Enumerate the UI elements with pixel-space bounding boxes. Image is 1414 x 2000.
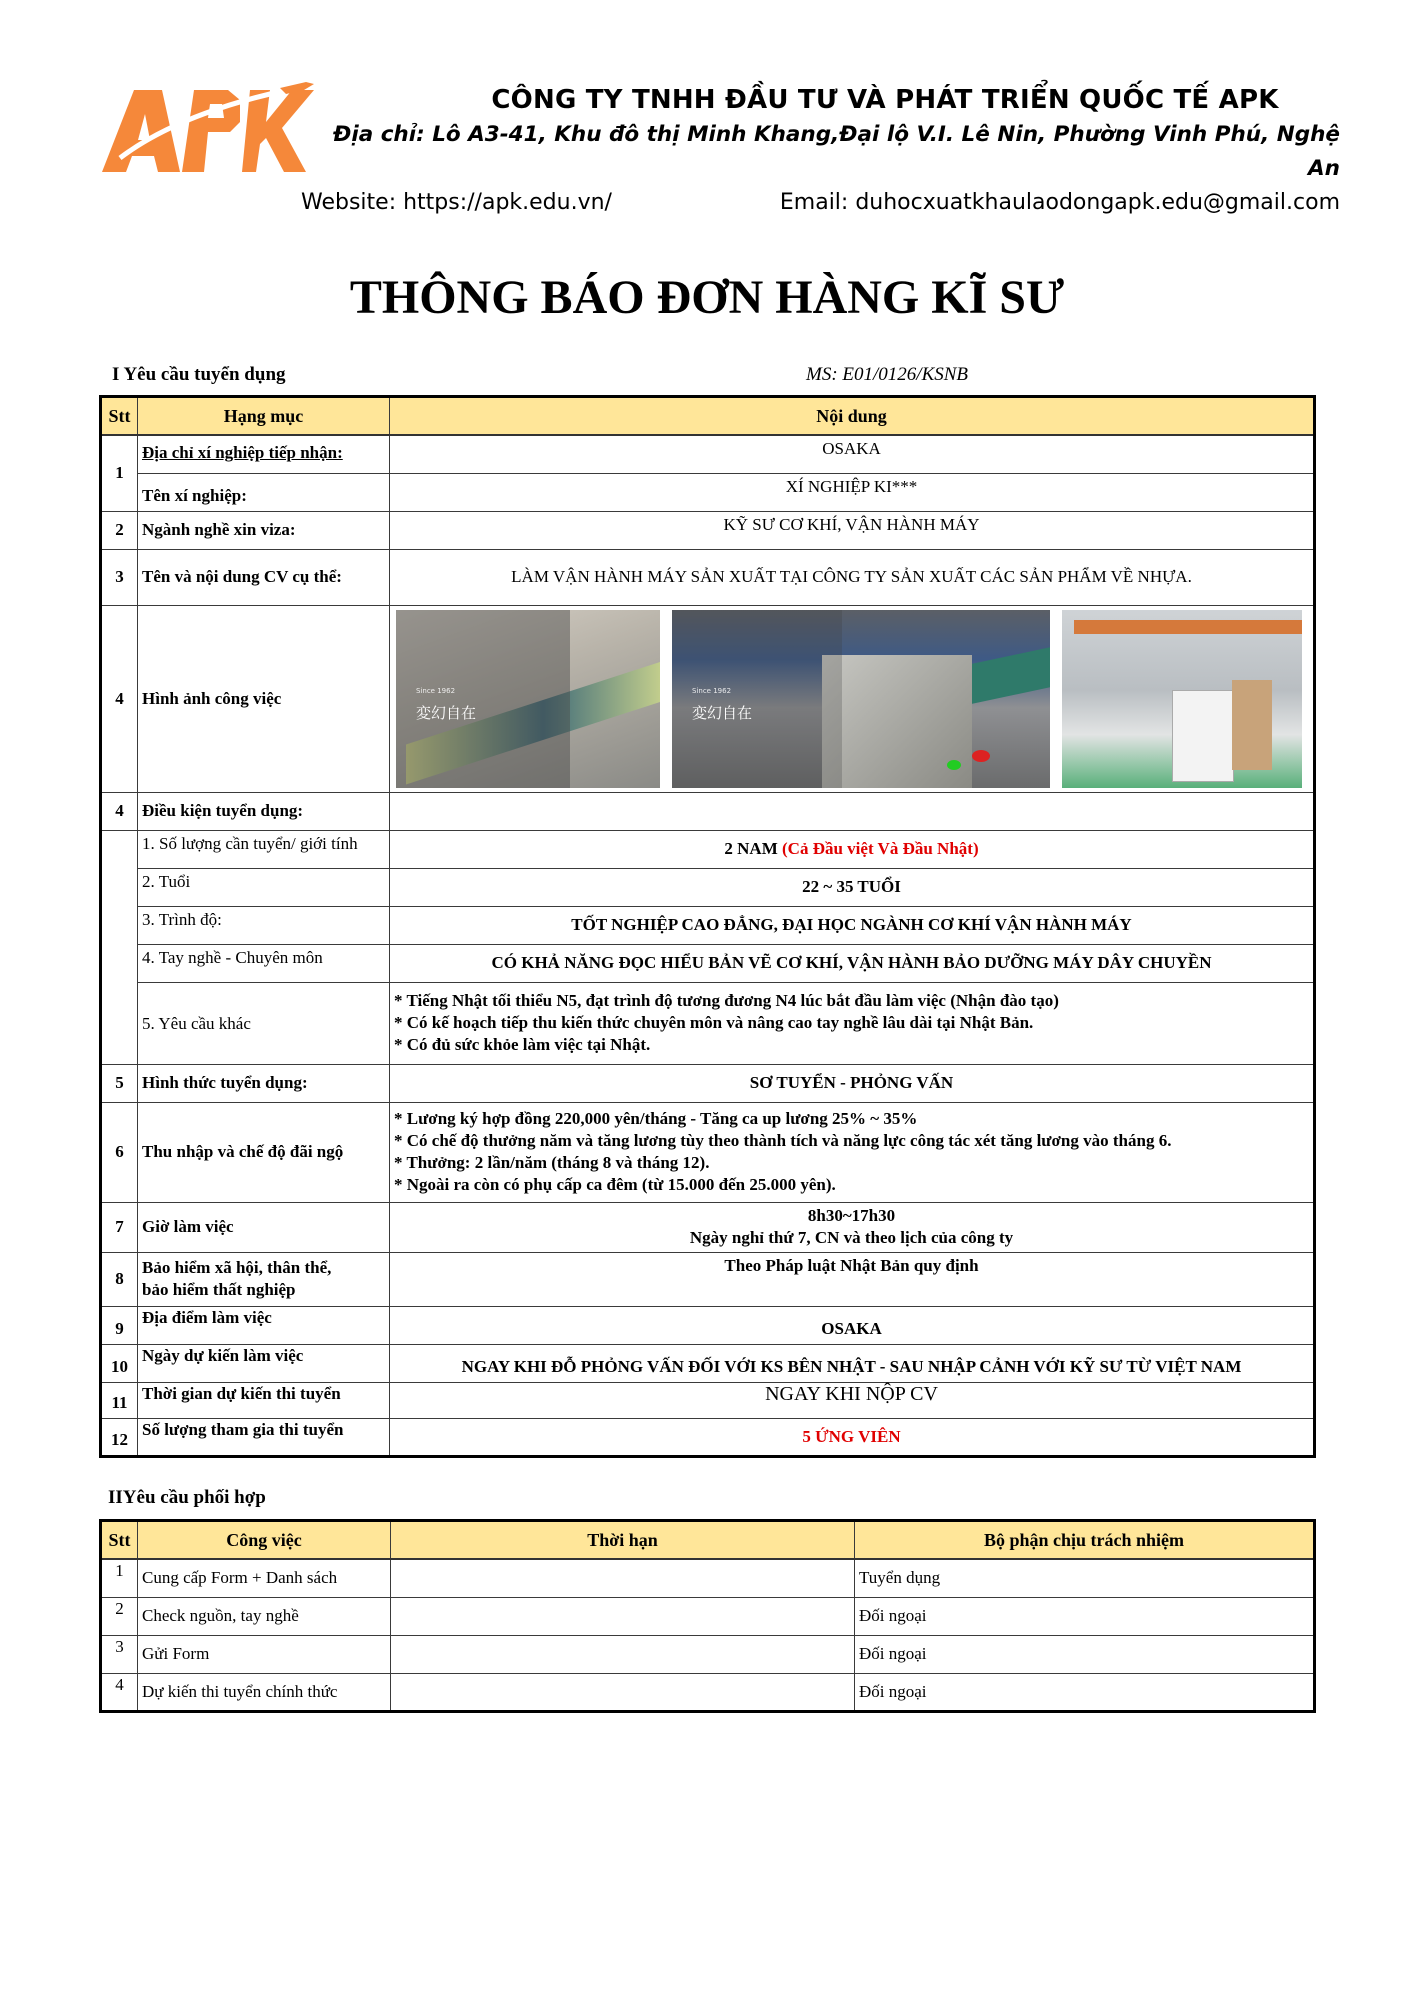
row-item: Số lượng tham gia thi tuyển <box>138 1418 390 1456</box>
crane-shape <box>1074 620 1302 634</box>
row-task: Gửi Form <box>138 1635 391 1673</box>
table-row <box>101 792 1315 830</box>
row-stt: 4 <box>101 792 138 830</box>
row-item: Ngày dự kiến làm việc <box>138 1344 390 1382</box>
row-item: Hình thức tuyển dụng: <box>138 1064 390 1102</box>
row-deadline[interactable] <box>391 1559 855 1597</box>
row-deadline[interactable] <box>391 1635 855 1673</box>
row-value: XÍ NGHIỆP KI*** <box>390 473 1315 511</box>
col-header-deadline: Thời hạn <box>391 1521 855 1560</box>
col-header-task: Công việc <box>138 1521 391 1560</box>
row-value: OSAKA <box>390 1306 1315 1344</box>
table-row <box>101 511 1315 549</box>
row-department: Tuyển dụng <box>855 1559 1315 1597</box>
table-row <box>101 1559 1315 1597</box>
condition-row <box>101 982 1315 1064</box>
col-header-content: Nội dung <box>390 397 1315 436</box>
condition-value-note: (Cả Đầu việt Và Đầu Nhật) <box>782 839 979 858</box>
row-stt: 11 <box>101 1382 138 1418</box>
row-deadline[interactable] <box>391 1673 855 1711</box>
recruitment-requirements-table <box>99 395 1316 1458</box>
company-name: CÔNG TY TNHH ĐẦU TƯ VÀ PHÁT TRIỂN QUỐC TẾ APK <box>491 85 1279 115</box>
condition-value <box>390 830 1315 868</box>
row-value <box>390 1102 1315 1202</box>
condition-value-text: 2 NAM <box>724 839 778 858</box>
row-department: Đối ngoại <box>855 1635 1315 1673</box>
condition-line: * Tiếng Nhật tối thiểu N5, đạt trình độ tương đương N4 lúc bắt đầu làm việc (Nhận đào tạo) <box>394 991 1059 1010</box>
row-value <box>390 792 1315 830</box>
col-header-stt: Stt <box>101 1521 138 1560</box>
table-header-row <box>101 1521 1315 1560</box>
job-photos <box>390 606 1313 792</box>
table-row <box>101 549 1315 605</box>
job-photo-machine[interactable] <box>672 610 1050 788</box>
row-department: Đối ngoại <box>855 1597 1315 1635</box>
row-stt: 5 <box>101 1064 138 1102</box>
section2-heading: IIYêu cầu phối hợp <box>108 1487 266 1508</box>
row-item: Tên và nội dung CV cụ thể: <box>138 549 390 605</box>
photo-caption-text: 変幻自在 <box>692 703 753 722</box>
machine-shape <box>1172 690 1234 782</box>
condition-row <box>101 868 1315 906</box>
table-row <box>101 1064 1315 1102</box>
condition-value: TỐT NGHIỆP CAO ĐẲNG, ĐẠI HỌC NGÀNH CƠ KHÍ VẬN HÀNH MÁY <box>390 906 1315 944</box>
row-item: Ngành nghề xin viza: <box>138 511 390 549</box>
row-value: 5 ỨNG VIÊN <box>390 1418 1315 1456</box>
condition-row <box>101 830 1315 868</box>
col-header-department: Bộ phận chịu trách nhiệm <box>855 1521 1315 1560</box>
job-photos-cell <box>390 605 1315 792</box>
row-stt: 6 <box>101 1102 138 1202</box>
row-stt: 7 <box>101 1202 138 1252</box>
company-info <box>300 82 1340 220</box>
boxes-shape <box>1232 680 1272 770</box>
work-hours: 8h30~17h30 <box>807 1206 896 1225</box>
table-row <box>101 1306 1315 1344</box>
job-photo-factory[interactable] <box>1062 610 1302 788</box>
condition-stt-blank <box>101 830 138 1064</box>
photo-sub: Since 1962 <box>692 686 732 695</box>
row-stt: 4 <box>101 1673 138 1711</box>
condition-label: 2. Tuổi <box>138 868 390 906</box>
row-item: Địa điểm làm việc <box>138 1306 390 1344</box>
row-stt: 3 <box>101 1635 138 1673</box>
row-item: Giờ làm việc <box>138 1202 390 1252</box>
row-task: Check nguồn, tay nghề <box>138 1597 391 1635</box>
row-department: Đối ngoại <box>855 1673 1315 1711</box>
income-line: * Lương ký hợp đồng 220,000 yên/tháng - Tăng ca up lương 25% ~ 35% <box>394 1109 918 1128</box>
row-task: Dự kiến thi tuyển chính thức <box>138 1673 391 1711</box>
row-item <box>138 435 390 473</box>
row-value: KỸ SƯ CƠ KHÍ, VẬN HÀNH MÁY <box>390 511 1315 549</box>
row-item: Tên xí nghiệp: <box>138 473 390 511</box>
company-logo <box>100 80 320 180</box>
table-row <box>101 473 1315 511</box>
apk-logo-icon <box>100 80 320 180</box>
condition-value: 22 ~ 35 TUỔI <box>390 868 1315 906</box>
condition-value <box>390 982 1315 1064</box>
row-stt: 9 <box>101 1306 138 1344</box>
table-row <box>101 1418 1315 1456</box>
row-stt: 1 <box>101 1559 138 1597</box>
photo-caption-text: 変幻自在 <box>416 703 477 722</box>
row-value: SƠ TUYỂN - PHỎNG VẤN <box>390 1064 1315 1102</box>
row-stt: 2 <box>101 1597 138 1635</box>
row-item-line: Bảo hiểm xã hội, thân thể, <box>142 1258 332 1277</box>
company-contact <box>300 186 1340 220</box>
col-header-item: Hạng mục <box>138 397 390 436</box>
table-row <box>101 1673 1315 1711</box>
photo-caption <box>692 680 752 724</box>
row-item-line: bảo hiểm thất nghiệp <box>142 1280 296 1299</box>
row-item-label: Địa chỉ xí nghiệp tiếp nhận: <box>142 443 343 462</box>
table-row <box>101 1382 1315 1418</box>
table-row <box>101 605 1315 792</box>
income-line: * Có chế độ thưởng năm và tăng lương tùy theo thành tích và năng lực công tác xét tăng lương vào tháng 6. <box>394 1131 1172 1150</box>
condition-label: 1. Số lượng cần tuyển/ giới tính <box>138 830 390 868</box>
condition-label: 4. Tay nghề - Chuyên môn <box>138 944 390 982</box>
days-off: Ngày nghỉ thứ 7, CN và theo lịch của công ty <box>689 1228 1014 1247</box>
income-line: * Ngoài ra còn có phụ cấp ca đêm (từ 15.000 đến 25.000 yên). <box>394 1175 836 1194</box>
row-item: Thời gian dự kiến thi tuyển <box>138 1382 390 1418</box>
row-item: Điều kiện tuyển dụng: <box>138 792 390 830</box>
row-value: Theo Pháp luật Nhật Bản quy định <box>390 1252 1315 1306</box>
table-row <box>101 1597 1315 1635</box>
col-header-stt: Stt <box>101 397 138 436</box>
photo-caption <box>416 680 476 724</box>
table-row <box>101 435 1315 473</box>
company-address: Địa chỉ: Lô A3-41, Khu đô thị Minh Khang,Đại lộ V.I. Lê Nin, Phường Vinh Phú, Nghệ An <box>333 122 1340 181</box>
row-stt: 2 <box>101 511 138 549</box>
condition-label: 3. Trình độ: <box>138 906 390 944</box>
condition-label: 5. Yêu cầu khác <box>138 982 390 1064</box>
row-item: Hình ảnh công việc <box>138 605 390 792</box>
row-stt: 1 <box>101 435 138 511</box>
condition-row <box>101 906 1315 944</box>
row-stt: 3 <box>101 549 138 605</box>
table-row <box>101 1635 1315 1673</box>
table-header-row <box>101 397 1315 436</box>
table-row <box>101 1202 1315 1252</box>
row-task: Cung cấp Form + Danh sách <box>138 1559 391 1597</box>
condition-line: * Có kế hoạch tiếp thu kiến thức chuyên môn và nâng cao tay nghề lâu dài tại Nhật Bản. <box>394 1013 1034 1032</box>
row-value: NGAY KHI NỘP CV <box>390 1382 1315 1418</box>
document-title: THÔNG BÁO ĐƠN HÀNG KĨ SƯ <box>349 271 1065 324</box>
condition-row <box>101 944 1315 982</box>
photo-sub: Since 1962 <box>416 686 456 695</box>
row-value: OSAKA <box>390 435 1315 473</box>
row-stt: 12 <box>101 1418 138 1456</box>
order-code: MS: E01/0126/KSNB <box>806 364 969 385</box>
job-photo-conveyor[interactable] <box>396 610 660 788</box>
income-line: * Thưởng: 2 lần/năm (tháng 8 và tháng 12). <box>394 1153 710 1172</box>
condition-line: * Có đủ sức khỏe làm việc tại Nhật. <box>394 1035 651 1054</box>
green-button-shape <box>947 760 961 770</box>
email-link[interactable]: Email: duhocxuatkhaulaodongapk.edu@gmail.com <box>779 190 1340 215</box>
table-row <box>101 1252 1315 1306</box>
row-value: LÀM VẬN HÀNH MÁY SẢN XUẤT TẠI CÔNG TY SẢN XUẤT CÁC SẢN PHẨM VỀ NHỰA. <box>390 549 1315 605</box>
section1-heading: I Yêu cầu tuyển dụng <box>112 364 286 385</box>
table-row <box>101 1344 1315 1382</box>
row-stt: 8 <box>101 1252 138 1306</box>
row-value <box>390 1202 1315 1252</box>
coordination-table <box>99 1519 1316 1713</box>
row-stt: 4 <box>101 605 138 792</box>
red-button-shape <box>972 750 990 762</box>
row-deadline[interactable] <box>391 1597 855 1635</box>
row-value: NGAY KHI ĐỖ PHỎNG VẤN ĐỐI VỚI KS BÊN NHẬT - SAU NHẬP CẢNH VỚI KỸ SƯ TỪ VIỆT NAM <box>390 1344 1315 1382</box>
row-stt: 10 <box>101 1344 138 1382</box>
row-item: Thu nhập và chế độ đãi ngộ <box>138 1102 390 1202</box>
table-row <box>101 1102 1315 1202</box>
website-link[interactable]: Website: https://apk.edu.vn/ <box>301 190 612 215</box>
row-item <box>138 1252 390 1306</box>
condition-value: CÓ KHẢ NĂNG ĐỌC HIỂU BẢN VẼ CƠ KHÍ, VẬN HÀNH BẢO DƯỠNG MÁY DÂY CHUYỀN <box>390 944 1315 982</box>
